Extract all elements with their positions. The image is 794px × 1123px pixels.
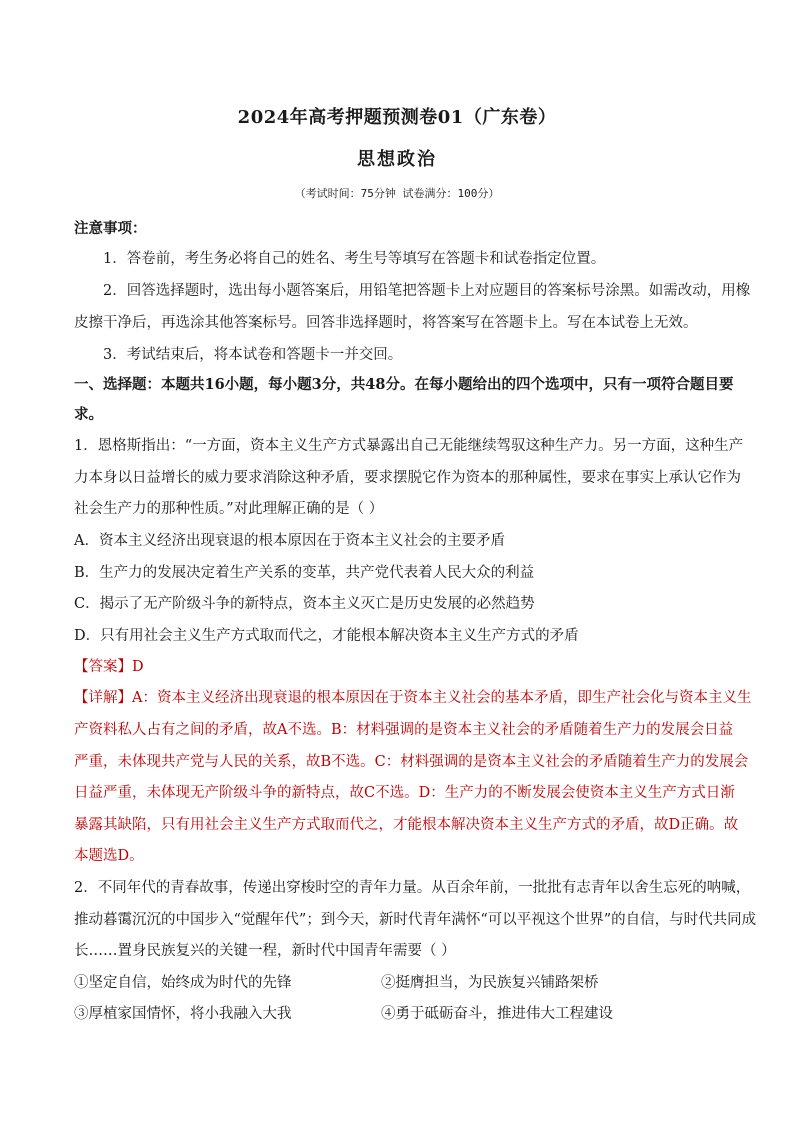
question-1-analysis: 日益严重，未体现无产阶级斗争的新特点，故C不选。D：生产力的不断发展会使资本主义生产方式日渐 [74,785,735,801]
exam-subject: 思想政治 [357,149,437,170]
question-1-analysis: 【详解】A：资本主义经济出现衰退的根本原因在于资本主义社会的基本矛盾，即生产社会化与资本主义生 [74,690,752,706]
section-heading-cont: 求。 [74,406,103,423]
question-1-option-c: C．揭示了无产阶级斗争的新特点，资本主义灭亡是历史发展的必然趋势 [74,596,535,612]
question-1-analysis: 暴露其缺陷，只有用社会主义生产方式取而代之，才能根本解决资本主义生产方式的矛盾，故D正确。故 [74,817,739,833]
exam-meta: （考试时间：75分钟 试卷满分：100分） [294,187,500,200]
notice-item: 3．考试结束后，将本试卷和答题卡一并交回。 [103,347,403,363]
question-1-stem: 社会生产力的那种性质。”对此理解正确的是（ ） [74,501,384,517]
question-1-analysis: 产资料私人占有之间的矛盾，故A不选。B：材料强调的是资本主义社会的矛盾随着生产力的发展会日益 [74,722,734,738]
question-2-choice-1: ①坚定自信，始终成为时代的先锋 [74,975,292,991]
question-2-choice-4: ④勇于砥砺奋斗，推进伟大工程建设 [381,1006,613,1022]
question-1-option-d: D．只有用社会主义生产方式取而代之，才能根本解决资本主义生产方式的矛盾 [74,628,579,644]
question-2-stem: 2．不同年代的青春故事，传递出穿梭时空的青年力量。从百余年前，一批批有志青年以舍生忘死的呐喊， [74,880,751,896]
question-1-stem: 1．恩格斯指出：“一方面，资本主义生产方式暴露出自己无能继续驾驭这种生产力。另一方面，这种生产 [74,438,744,454]
question-1-analysis: 严重，未体现共产党与人民的关系，故B不选。C：材料强调的是资本主义社会的矛盾随着生产力的发展会 [74,754,749,770]
question-1-answer: 【答案】D [74,659,144,675]
notice-item: 2．回答选择题时，选出每小题答案后，用铅笔把答题卡上对应题目的答案标号涂黑。如需改动，用橡 [103,283,751,299]
question-2-stem: 推动暮霭沉沉的中国步入“觉醒年代”；到今天，新时代青年满怀“可以平视这个世界”的自信，与时代共同成 [74,912,757,928]
question-2-stem: 长……置身民族复兴的关键一程，新时代中国青年需要（ ） [74,943,456,959]
question-2-choice-3: ③厚植家国情怀，将小我融入大我 [74,1006,292,1022]
question-1-option-a: A．资本主义经济出现衰退的根本原因在于资本主义社会的主要矛盾 [74,533,505,549]
question-2-choice-2: ②挺膺担当，为民族复兴铺路架桥 [381,975,599,991]
notice-heading: 注意事项： [74,220,147,237]
section-heading: 一、选择题：本题共16小题，每小题3分，共48分。在每小题给出的四个选项中，只有一项符合题目要 [74,376,734,393]
question-1-option-b: B．生产力的发展决定着生产关系的变革，共产党代表着人民大众的利益 [74,565,535,581]
notice-item-cont: 皮擦干净后，再选涂其他答案标号。回答非选择题时，将答案写在答题卡上。写在本试卷上无效。 [74,315,698,331]
question-1-analysis: 本题选D。 [74,848,144,864]
notice-item: 1．答卷前，考生务必将自己的姓名、考生号等填写在答题卡和试卷指定位置。 [103,251,606,267]
exam-title: 2024年高考押题预测卷01（广东卷） [237,107,557,128]
question-1-stem: 力本身以日益增长的威力要求消除这种矛盾，要求摆脱它作为资本的那种属性，要求在事实上承认它作为 [74,470,741,486]
